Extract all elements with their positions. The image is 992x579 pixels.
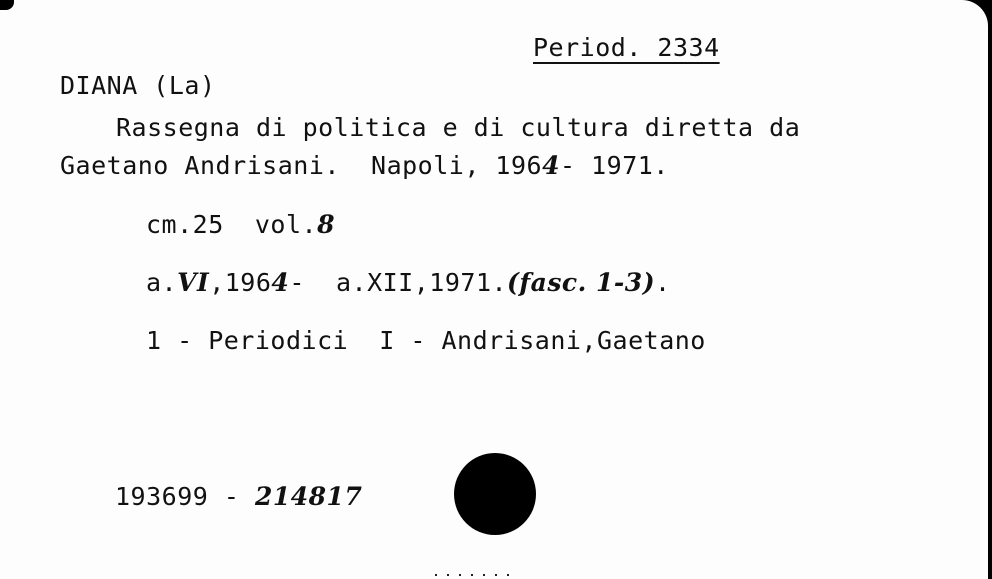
title-heading: DIANA (La)	[60, 71, 216, 100]
holdings-start-year: ,196	[209, 268, 272, 297]
physical-description	[146, 212, 335, 237]
description-line-1: Rassegna di politica e di cultura diretta da	[116, 113, 801, 142]
handwritten-year-digit: 4	[542, 151, 560, 180]
call-number: Period. 2334	[533, 33, 720, 62]
accession-end: 214817	[254, 482, 363, 511]
card-corner-notch	[0, 0, 14, 10]
handwritten-volume-count: 8	[317, 210, 335, 239]
bottom-dots	[435, 574, 515, 576]
holdings-prefix: a.	[146, 268, 178, 297]
accession-separator: -	[208, 482, 255, 511]
accession-numbers	[115, 484, 362, 509]
punch-hole	[454, 453, 536, 535]
accession-start: 193699	[115, 482, 209, 511]
dimensions-text: cm.25 vol.	[146, 210, 318, 239]
publication-end-year: - 1971.	[560, 151, 669, 180]
handwritten-start-year-digit: 4	[271, 268, 290, 297]
holdings-end: - a.XII,1971.	[289, 268, 508, 297]
subject-tracings: 1 - Periodici I - Andrisani,Gaetano	[146, 326, 706, 355]
publication-text: Gaetano Andrisani. Napoli, 196	[60, 151, 543, 180]
handwritten-start-volume: VI	[177, 268, 210, 297]
handwritten-fascicles: (fasc. 1-3)	[507, 268, 656, 297]
description-line-2	[60, 153, 669, 178]
holdings-period: .	[655, 268, 671, 297]
holdings-statement	[146, 270, 671, 295]
